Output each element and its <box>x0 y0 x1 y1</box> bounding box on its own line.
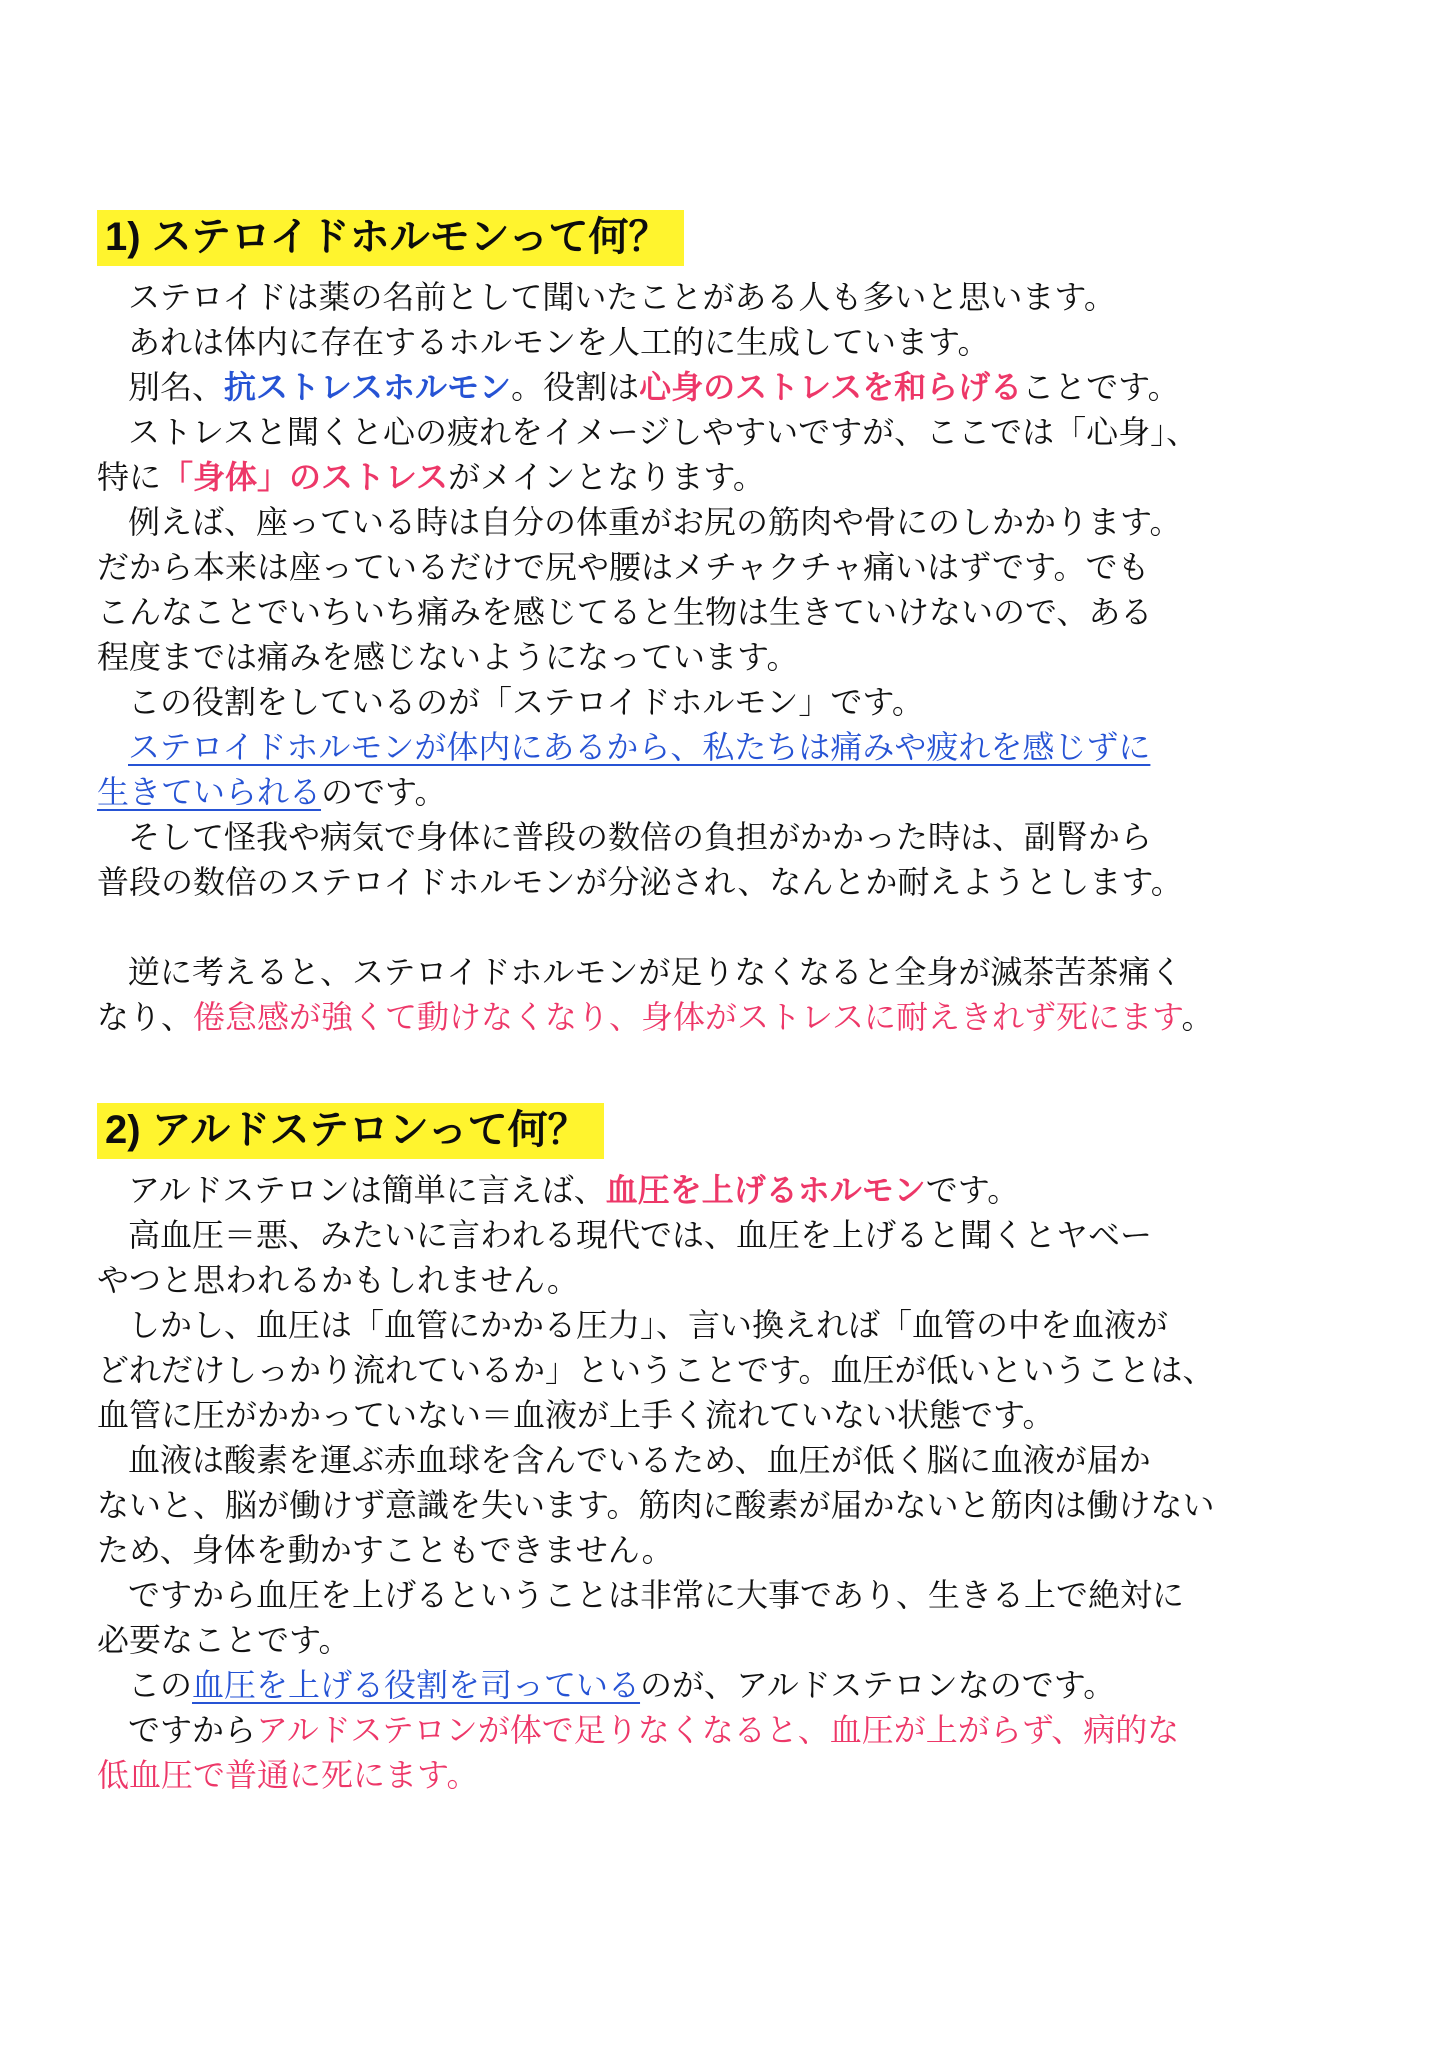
text-run: なり、 <box>97 999 194 1035</box>
text-line <box>97 1438 1392 1483</box>
text-run: のです。 <box>321 774 447 810</box>
text-run: 特に <box>97 459 162 495</box>
pink-emphasis: 倦怠感が強くて動けなくなり、身体がストレスに耐えきれず死にます <box>193 999 1182 1035</box>
blue-bold-emphasis: 抗ストレスホルモン <box>224 369 512 405</box>
section-1-body <box>97 275 1392 1040</box>
section-2-heading-highlight: 2) アルドステロンって何？ <box>97 1103 604 1159</box>
text-run: そして怪我や病気で身体に普段の数倍の負担がかかった時は、副腎から <box>128 819 1153 855</box>
blue-underline-emphasis: 血圧を上げる役割を司っている <box>192 1667 641 1703</box>
text-line <box>97 1708 1392 1753</box>
text-run: だから本来は座っているだけで尻や腰はメチャクチャ痛いはずです。でも <box>97 549 1150 585</box>
text-run: やつと思われるかもしれません。 <box>97 1262 579 1298</box>
text-line <box>97 995 1392 1040</box>
text-run: 。役割は <box>511 369 640 405</box>
text-run: この <box>128 1667 193 1703</box>
text-run: こんなことでいちいち痛みを感じてると生物は生きていけないので、ある <box>97 594 1153 630</box>
section-2-heading <box>97 1103 1392 1159</box>
text-run: 血管に圧がかかっていない＝血液が上手く流れていない状態です。 <box>97 1397 1055 1433</box>
text-run: ですから <box>128 1712 257 1748</box>
text-line <box>97 545 1392 590</box>
text-line <box>97 1213 1392 1258</box>
pink-bold-emphasis: 「身体」のストレス <box>161 459 449 495</box>
text-run: ないと、脳が働けず意識を失います。筋肉に酸素が届かないと筋肉は働けない <box>97 1487 1215 1523</box>
text-line <box>97 635 1392 680</box>
section-2-body <box>97 1168 1392 1798</box>
text-line <box>97 725 1392 770</box>
blue-underline-emphasis: 生きていられる <box>97 774 322 810</box>
section-1 <box>97 210 1392 1040</box>
text-run: 高血圧＝悪、みたいに言われる現代では、血圧を上げると聞くとヤベー <box>128 1217 1153 1253</box>
text-line <box>97 860 1392 905</box>
text-run: 。 <box>1181 999 1214 1035</box>
text-line <box>97 275 1392 320</box>
text-line <box>97 500 1392 545</box>
text-run: のが、アルドステロンなのです。 <box>640 1667 1116 1703</box>
section-1-heading <box>97 210 1392 266</box>
text-line <box>97 1528 1392 1573</box>
section-2 <box>97 1103 1392 1798</box>
text-run: ことです。 <box>1022 369 1180 405</box>
text-line <box>97 1393 1392 1438</box>
text-line <box>97 1258 1392 1303</box>
section-1-heading-highlight: 1) ステロイドホルモンって何？ <box>97 210 684 266</box>
text-line <box>97 680 1392 725</box>
text-run: 例えば、座っている時は自分の体重がお尻の筋肉や骨にのしかかります。 <box>128 504 1182 540</box>
text-run: 別名、 <box>128 369 225 405</box>
text-run: あれは体内に存在するホルモンを人工的に生成しています。 <box>128 324 990 360</box>
text-run: アルドステロンは簡単に言えば、 <box>128 1172 606 1208</box>
text-line <box>97 410 1392 455</box>
text-line <box>97 590 1392 635</box>
text-run: どれだけしっかり流れているか」ということです。血圧が低いということは、 <box>97 1352 1215 1388</box>
text-line <box>97 1663 1392 1708</box>
pink-bold-emphasis: 血圧を上げるホルモン <box>605 1172 926 1208</box>
text-line <box>97 1618 1392 1663</box>
text-run: 血液は酸素を運ぶ赤血球を含んでいるため、血圧が低く脳に血液が届か <box>128 1442 1151 1478</box>
text-line <box>97 1168 1392 1213</box>
text-line <box>97 455 1392 500</box>
text-line <box>97 1573 1392 1618</box>
text-line <box>97 770 1392 815</box>
text-run: 必要なことです。 <box>97 1622 351 1658</box>
text-run: です。 <box>925 1172 1020 1208</box>
text-run: ステロイドは薬の名前として聞いたことがある人も多いと思います。 <box>128 279 1116 315</box>
pink-emphasis: アルドステロンが体で足りなくなると、血圧が上がらず、病的な <box>256 1712 1180 1748</box>
text-line <box>97 815 1392 860</box>
text-line <box>97 950 1392 995</box>
text-run: がメインとなります。 <box>448 459 765 495</box>
blue-underline-emphasis: ステロイドホルモンが体内にあるから、私たちは痛みや疲れを感じずに <box>128 729 1151 765</box>
pink-emphasis: 低血圧で普通に死にます。 <box>97 1757 479 1793</box>
text-run: ストレスと聞くと心の疲れをイメージしやすいですが、ここでは「心身」、 <box>128 414 1199 450</box>
text-line <box>97 1753 1392 1798</box>
text-run: この役割をしているのが「ステロイドホルモン」です。 <box>128 684 924 720</box>
blank-line <box>97 905 1392 950</box>
text-line <box>97 365 1392 410</box>
text-line <box>97 1348 1392 1393</box>
text-run: 程度までは痛みを感じないようになっています。 <box>97 639 799 675</box>
text-line <box>97 320 1392 365</box>
text-line <box>97 1483 1392 1528</box>
text-run: しかし、血圧は「血管にかかる圧力」、言い換えれば「血管の中を血液が <box>128 1307 1169 1343</box>
text-run: ため、身体を動かすこともできません。 <box>97 1532 674 1568</box>
text-run: 普段の数倍のステロイドホルモンが分泌され、なんとか耐えようとします。 <box>97 864 1183 900</box>
pink-bold-emphasis: 心身のストレスを和らげる <box>639 369 1023 405</box>
text-run: 逆に考えると、ステロイドホルモンが足りなくなると全身が滅茶苦茶痛く <box>128 954 1183 990</box>
text-run: ですから血圧を上げるということは非常に大事であり、生きる上で絶対に <box>128 1577 1185 1613</box>
text-line <box>97 1303 1392 1348</box>
